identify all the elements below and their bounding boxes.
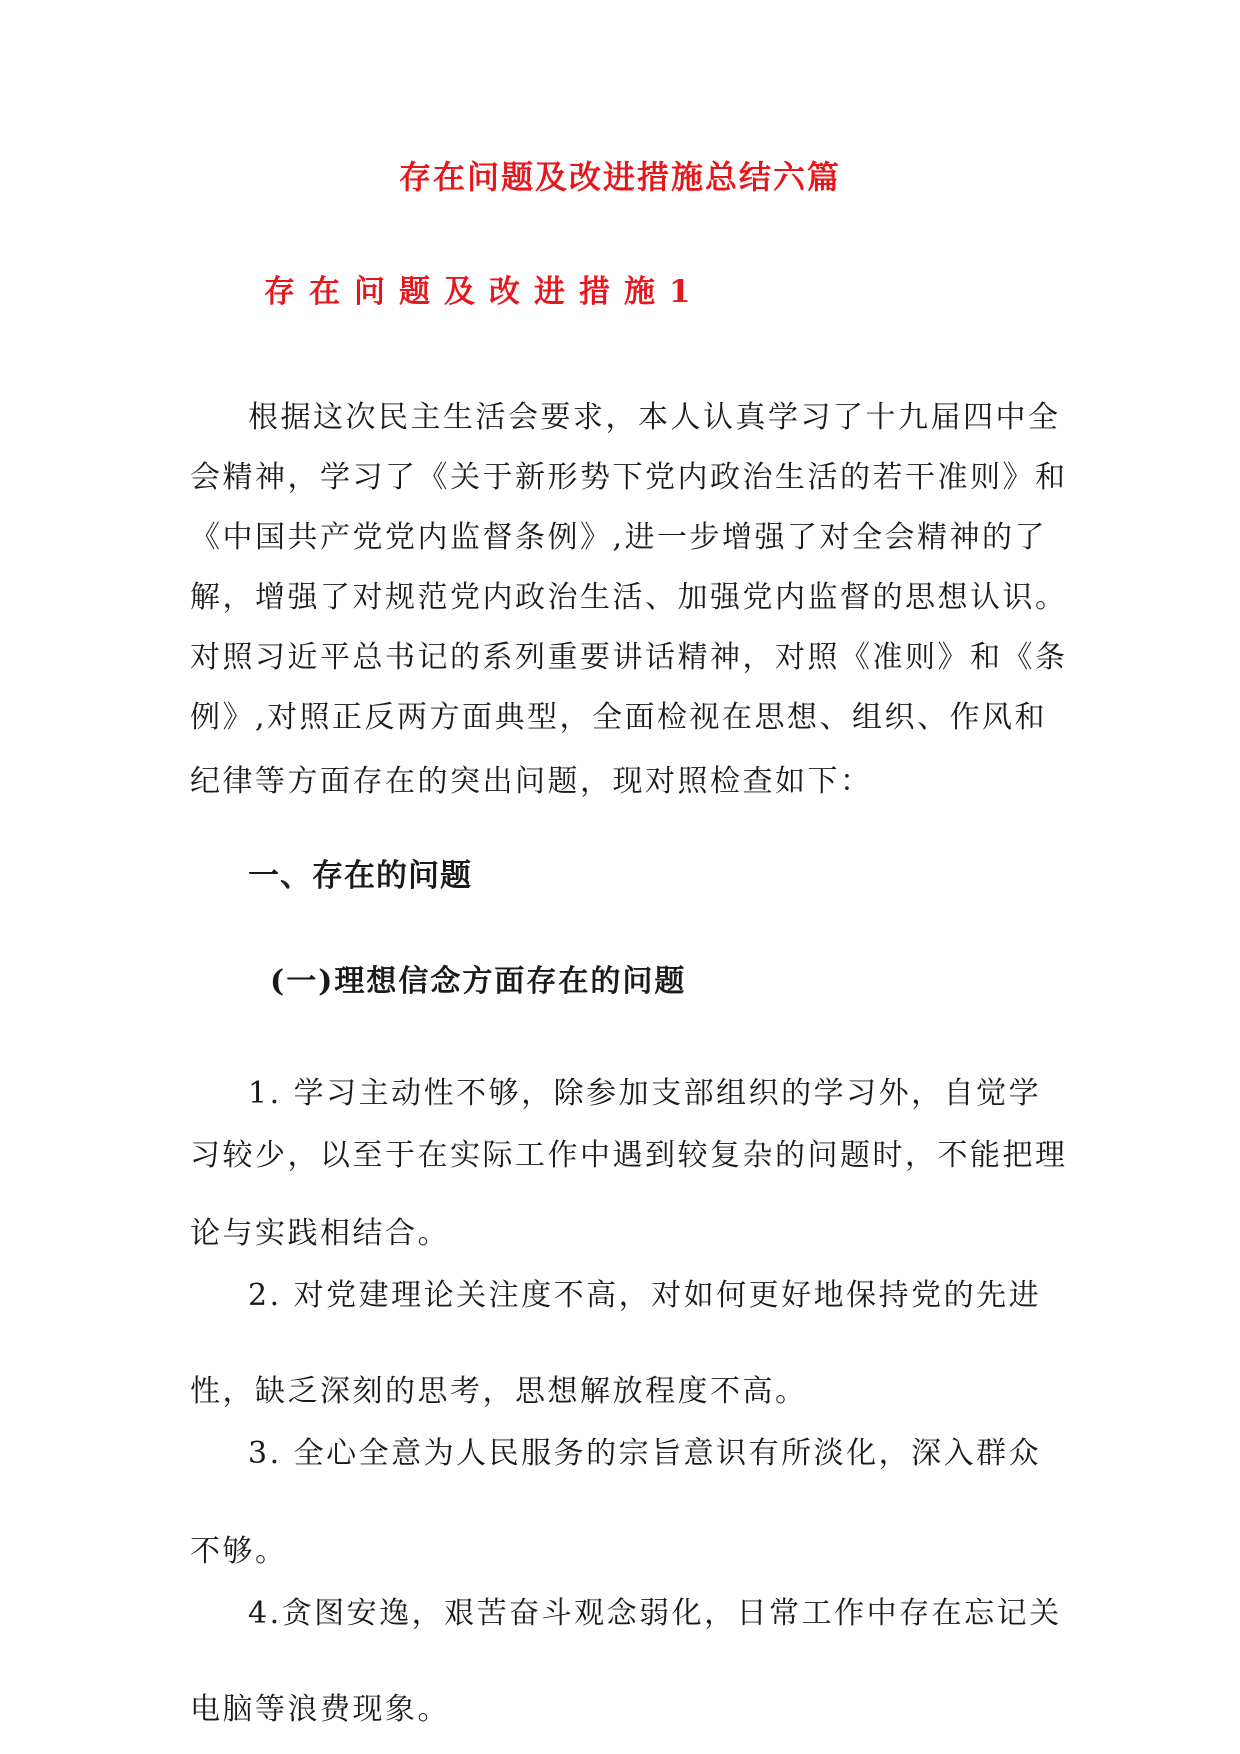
section-heading: 一、存在的问题 — [248, 858, 472, 894]
list-item-line: 论与实践相结合。 — [190, 1216, 450, 1251]
document-title: 存在问题及改进措施总结六篇 — [398, 158, 841, 196]
intro-line: 根据这次民主生活会要求，本人认真学习了十九届四中全 — [248, 400, 1061, 435]
list-item-line: 1. 学习主动性不够，除参加支部组织的学习外，自觉学 — [248, 1076, 1042, 1111]
list-item-line: 习较少，以至于在实际工作中遇到较复杂的问题时，不能把理 — [190, 1138, 1068, 1173]
intro-line: 会精神，学习了《关于新形势下党内政治生活的若干准则》和 — [190, 460, 1068, 495]
document-subtitle: 存在问题及改进措施1 — [264, 274, 705, 310]
intro-line: 《中国共产党党内监督条例》,进一步增强了对全会精神的了 — [190, 520, 1048, 555]
list-item-line: 电脑等浪费现象。 — [190, 1692, 450, 1727]
intro-line: 解，增强了对规范党内政治生活、加强党内监督的思想认识。 — [190, 580, 1068, 615]
sub-heading: (一)理想信念方面存在的问题 — [270, 964, 687, 999]
intro-line: 例》,对照正反两方面典型，全面检视在思想、组织、作风和 — [190, 700, 1048, 735]
list-item-line: 3. 全心全意为人民服务的宗旨意识有所淡化，深入群众 — [248, 1436, 1042, 1471]
list-item-line: 不够。 — [190, 1534, 288, 1569]
list-item-line: 2. 对党建理论关注度不高，对如何更好地保持党的先进 — [248, 1278, 1042, 1313]
intro-line: 对照习近平总书记的系列重要讲话精神，对照《准则》和《条 — [190, 640, 1068, 675]
intro-line: 纪律等方面存在的突出问题，现对照检查如下： — [190, 764, 873, 799]
list-item-line: 4.贪图安逸，艰苦奋斗观念弱化，日常工作中存在忘记关 — [248, 1596, 1062, 1631]
list-item-line: 性，缺乏深刻的思考，思想解放程度不高。 — [190, 1374, 808, 1409]
